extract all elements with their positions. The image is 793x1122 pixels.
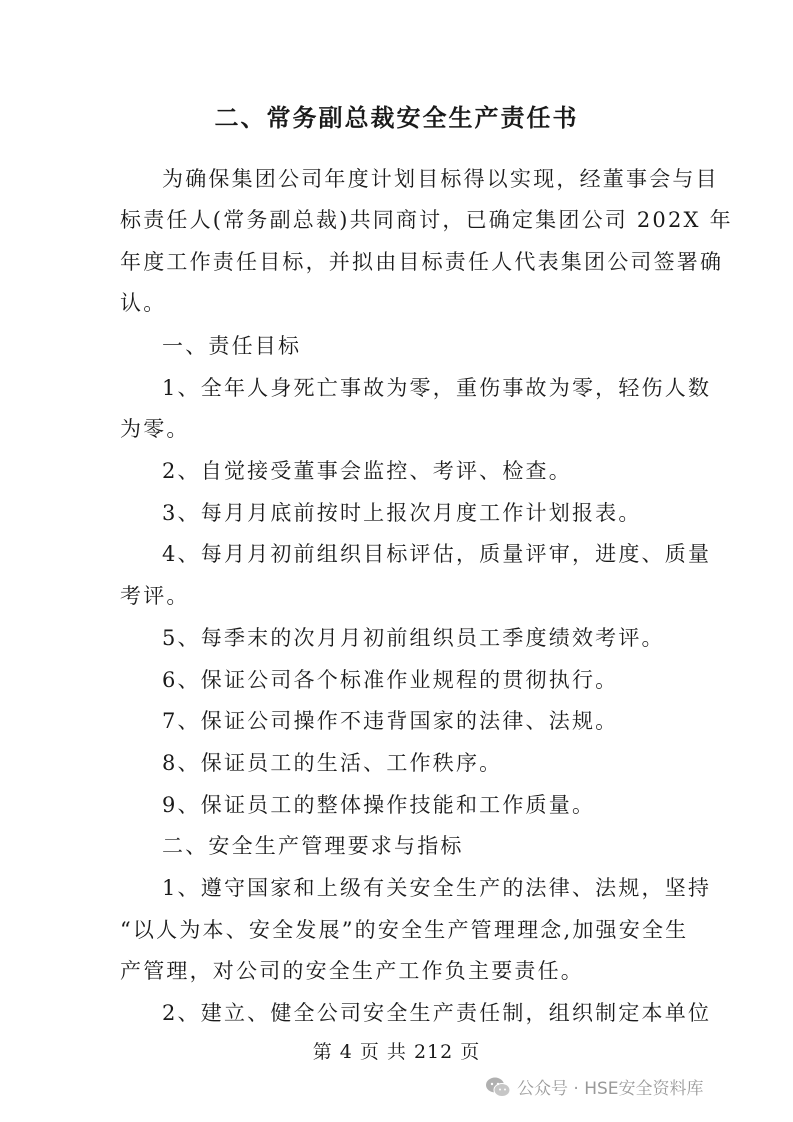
list-item: 5、每季末的次月月初前组织员工季度绩效考评。	[162, 626, 665, 650]
list-item: 3、每月月底前按时上报次月度工作计划报表。	[162, 501, 642, 525]
wechat-icon	[485, 1076, 511, 1098]
list-item: 1、遵守国家和上级有关安全生产的法律、法规，坚持	[162, 876, 712, 900]
page-number-footer: 第 4 页 共 212 页	[312, 1041, 481, 1063]
list-item: 4、每月月初前组织目标评估，质量评审，进度、质量	[162, 542, 712, 566]
section-heading: 一、责任目标	[162, 334, 302, 358]
list-item: 2、建立、健全公司安全生产责任制，组织制定本单位	[162, 1001, 712, 1025]
paragraph-line: 年度工作责任目标，并拟由目标责任人代表集团公司签署确	[120, 250, 724, 274]
document-title: 二、常务副总裁安全生产责任书	[214, 103, 579, 132]
section-heading: 二、安全生产管理要求与指标	[162, 834, 464, 858]
watermark-text: 公众号 · HSE安全资料库	[517, 1079, 704, 1099]
paragraph-line: 标责任人(常务副总裁)共同商讨，已确定集团公司 202X 年	[120, 208, 733, 232]
watermark	[485, 1074, 704, 1099]
list-item: 9、保证员工的整体操作技能和工作质量。	[162, 793, 596, 817]
list-item: 2、自觉接受董事会监控、考评、检查。	[162, 459, 572, 483]
list-item: 1、全年人身死亡事故为零，重伤事故为零，轻伤人数	[162, 376, 712, 400]
list-item: 7、保证公司操作不违背国家的法律、法规。	[162, 709, 619, 733]
list-item-continuation: 产管理，对公司的安全生产工作负主要责任。	[120, 959, 584, 983]
paragraph-line: 认。	[120, 291, 167, 315]
list-item-continuation: 为零。	[120, 417, 190, 441]
list-item-continuation: 考评。	[120, 584, 190, 608]
list-item-continuation: “以人为本、安全发展”的安全生产管理理念,加强安全生	[120, 918, 689, 942]
list-item: 8、保证员工的生活、工作秩序。	[162, 751, 503, 775]
list-item: 6、保证公司各个标准作业规程的贯彻执行。	[162, 668, 619, 692]
paragraph-line: 为确保集团公司年度计划目标得以实现，经董事会与目	[162, 167, 719, 191]
